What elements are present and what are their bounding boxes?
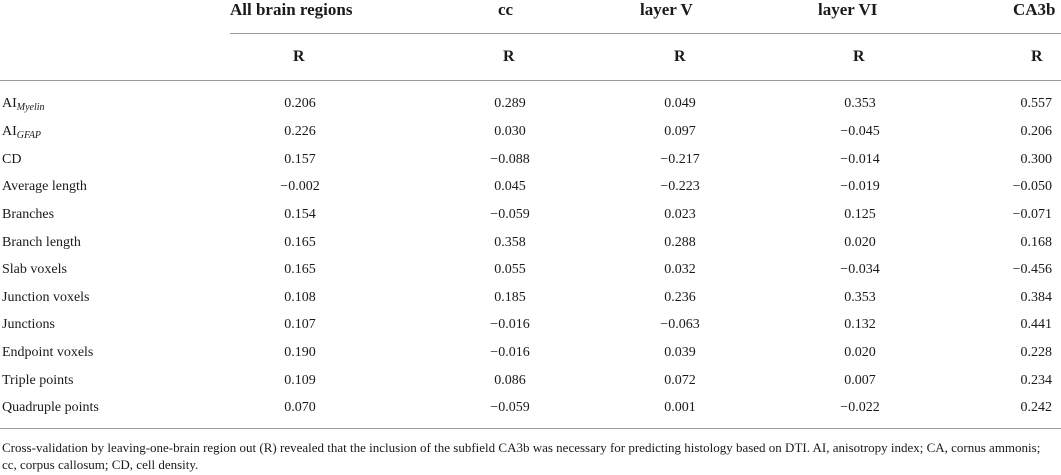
table-row bbox=[0, 90, 1061, 117]
cell: −0.045 bbox=[840, 124, 880, 139]
cell: −0.016 bbox=[490, 317, 530, 332]
col-header-layer-v: layer V bbox=[640, 0, 693, 19]
col-header-layer-vi: layer VI bbox=[818, 0, 878, 19]
table-row bbox=[0, 173, 1061, 200]
cell: 0.165 bbox=[284, 262, 316, 277]
cell: −0.050 bbox=[1012, 179, 1052, 194]
table-bottom-rule bbox=[0, 428, 1061, 429]
cell: 0.045 bbox=[494, 179, 526, 194]
cell: 0.107 bbox=[284, 317, 316, 332]
row-label: Junction voxels bbox=[2, 290, 90, 305]
cell: 0.190 bbox=[284, 345, 316, 360]
cell: 0.441 bbox=[1020, 317, 1052, 332]
row-label: CD bbox=[2, 152, 22, 167]
cell: 0.226 bbox=[284, 124, 316, 139]
table-footnote: Cross-validation by leaving-one-brain region out (R) revealed that the inclusion of the subfield CA3b was necessary for predicting histology based on DTI. AI, anisotropy index; CA, cornus ammonis; cc, corpus callosum; CD, cell density. bbox=[2, 440, 1041, 472]
cell: −0.034 bbox=[840, 262, 880, 277]
cell: −0.016 bbox=[490, 345, 530, 360]
cell: −0.217 bbox=[660, 152, 700, 167]
row-label: Junctions bbox=[2, 317, 55, 332]
cell: 0.072 bbox=[664, 373, 696, 388]
cell: 0.020 bbox=[844, 235, 876, 250]
cell: 0.557 bbox=[1020, 96, 1052, 111]
cell: 0.020 bbox=[844, 345, 876, 360]
cell: 0.234 bbox=[1020, 373, 1052, 388]
cell: 0.108 bbox=[284, 290, 316, 305]
table-row bbox=[0, 394, 1061, 421]
col-header-all-brain-regions: All brain regions bbox=[230, 0, 353, 19]
col-header-ca3b: CA3b bbox=[1013, 0, 1056, 19]
header-rule bbox=[230, 33, 1061, 34]
subheader-r-4: R bbox=[853, 48, 865, 65]
cell: 0.353 bbox=[844, 96, 876, 111]
row-label: Quadruple points bbox=[2, 400, 99, 415]
cell: 0.154 bbox=[284, 207, 316, 222]
cell: 0.242 bbox=[1020, 400, 1052, 415]
table-row bbox=[0, 367, 1061, 394]
row-label: Triple points bbox=[2, 373, 74, 388]
cell: 0.236 bbox=[664, 290, 696, 305]
table-row bbox=[0, 256, 1061, 283]
subheader-r-3: R bbox=[674, 48, 686, 65]
cell: 0.157 bbox=[284, 152, 316, 167]
cell: 0.023 bbox=[664, 207, 696, 222]
cell: 0.125 bbox=[844, 207, 876, 222]
cell: 0.109 bbox=[284, 373, 316, 388]
subheader-r-5: R bbox=[1031, 48, 1043, 65]
cell: 0.055 bbox=[494, 262, 526, 277]
cell: −0.002 bbox=[280, 179, 320, 194]
cell: 0.049 bbox=[664, 96, 696, 111]
cell: 0.070 bbox=[284, 400, 316, 415]
table-row bbox=[0, 201, 1061, 228]
cell: −0.014 bbox=[840, 152, 880, 167]
table-row bbox=[0, 311, 1061, 338]
cell: −0.223 bbox=[660, 179, 700, 194]
cell: 0.288 bbox=[664, 235, 696, 250]
row-label: Branches bbox=[2, 207, 55, 222]
body-top-rule bbox=[0, 80, 1061, 81]
cell: 0.168 bbox=[1020, 235, 1052, 250]
row-label: Average length bbox=[2, 179, 87, 194]
table-row bbox=[0, 339, 1061, 366]
row-label: $AI_{Myelin}$ bbox=[2, 96, 45, 113]
table-row bbox=[0, 118, 1061, 145]
cell: 0.165 bbox=[284, 235, 316, 250]
row-label: Endpoint voxels bbox=[2, 345, 94, 360]
cell: −0.059 bbox=[490, 400, 530, 415]
subheader-r-1: R bbox=[293, 48, 305, 65]
cell: 0.030 bbox=[494, 124, 526, 139]
cell: 0.289 bbox=[494, 96, 526, 111]
cell: 0.132 bbox=[844, 317, 876, 332]
cell: 0.353 bbox=[844, 290, 876, 305]
cell: 0.007 bbox=[844, 373, 876, 388]
col-header-cc: cc bbox=[498, 0, 514, 19]
cell: 0.228 bbox=[1020, 345, 1052, 360]
cell: 0.358 bbox=[494, 235, 526, 250]
cell: −0.088 bbox=[490, 152, 530, 167]
cell: 0.032 bbox=[664, 262, 696, 277]
cell: −0.063 bbox=[660, 317, 700, 332]
cell: 0.185 bbox=[494, 290, 526, 305]
cell: −0.059 bbox=[490, 207, 530, 222]
cell: 0.097 bbox=[664, 124, 696, 139]
cell: 0.039 bbox=[664, 345, 696, 360]
cell: 0.300 bbox=[1020, 152, 1052, 167]
subheader-r-2: R bbox=[503, 48, 515, 65]
cell: −0.019 bbox=[840, 179, 880, 194]
row-label: Slab voxels bbox=[2, 262, 67, 277]
cell: 0.384 bbox=[1020, 290, 1052, 305]
cell: 0.086 bbox=[494, 373, 526, 388]
table-row bbox=[0, 146, 1061, 173]
row-label: Branch length bbox=[2, 235, 81, 250]
table-row bbox=[0, 284, 1061, 311]
cell: 0.206 bbox=[284, 96, 316, 111]
cell: 0.206 bbox=[1020, 124, 1052, 139]
table-row bbox=[0, 229, 1061, 256]
cell: 0.001 bbox=[664, 400, 696, 415]
cell: −0.456 bbox=[1012, 262, 1052, 277]
cell: −0.071 bbox=[1012, 207, 1052, 222]
cell: −0.022 bbox=[840, 400, 880, 415]
row-label: $AI_{GFAP}$ bbox=[2, 124, 42, 141]
